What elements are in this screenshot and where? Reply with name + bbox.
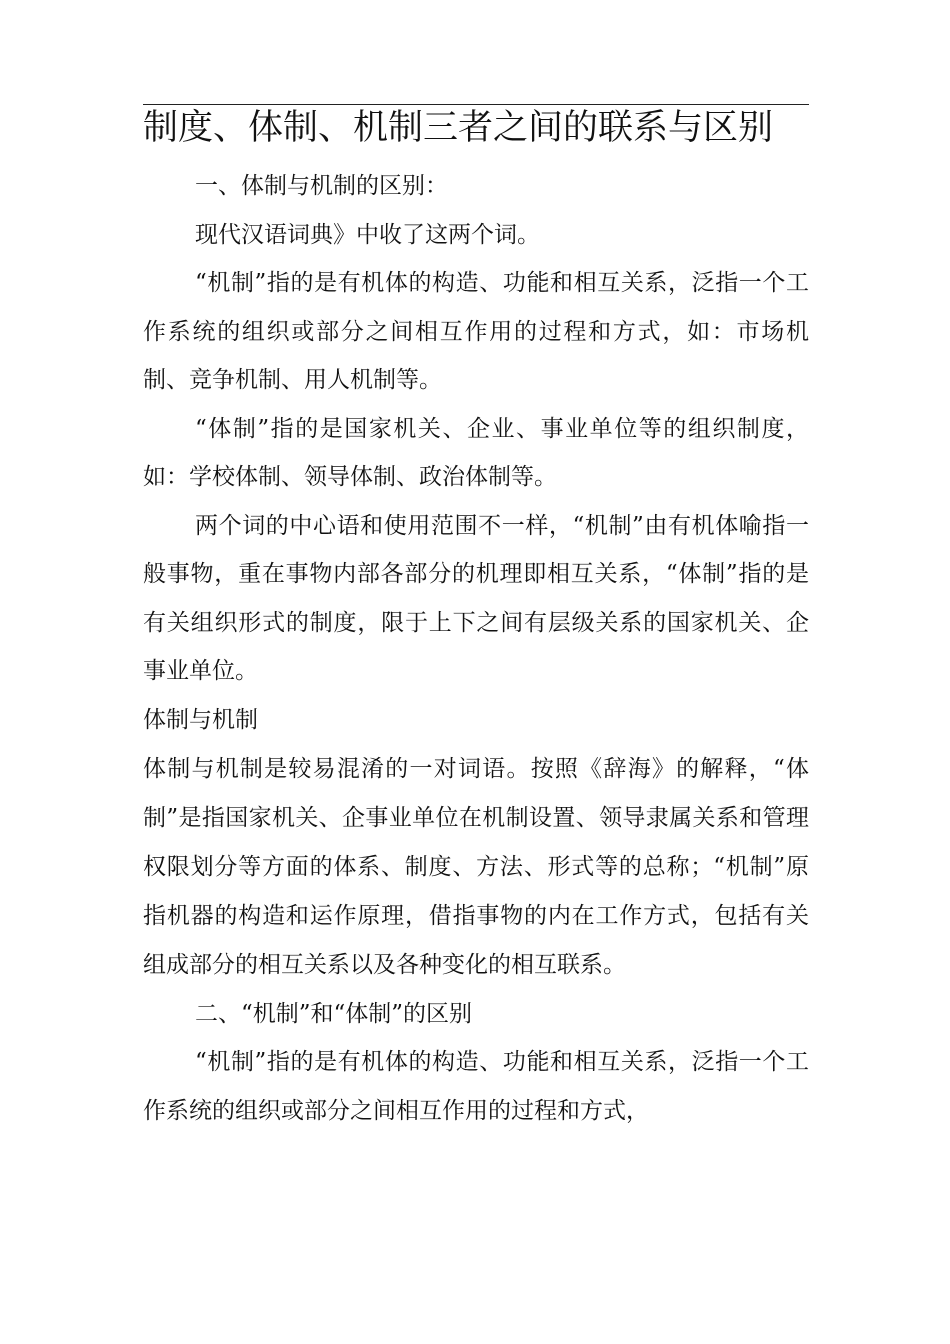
paragraph-cihai-explanation: 体制与机制是较易混淆的一对词语。按照《辞海》的解释，“体制”是指国家机关、企事业单位在机制设置、领导隶属关系和管理权限划分等方面的体系、制度、方法、形式等的总称；“机制”原指机器的构造和运作原理，借指事物的内在工作方式，包括有关组成部分的相互关系以及各种变化的相互联系。 [143, 755, 809, 978]
section-heading-2: 二、“机制”和“体制”的区别 [195, 1000, 473, 1027]
paragraph-mechanism-definition: “机制”指的是有机体的构造、功能和相互关系，泛指一个工作系统的组织或部分之间相互作用的过程和方式，如：市场机制、竞争机制、用人机制等。 [143, 270, 809, 393]
paragraph-dictionary: 现代汉语词典》中收了这两个词。 [195, 221, 540, 248]
document-title: 制度、体制、机制三者之间的联系与区别 [143, 108, 774, 148]
section-heading-1: 一、体制与机制的区别： [195, 173, 448, 199]
paragraph-system-definition: “体制”指的是国家机关、企业、事业单位等的组织制度，如：学校体制、领导体制、政治体制等。 [143, 415, 809, 490]
paragraph-mechanism-definition-repeat: “机制”指的是有机体的构造、功能和相互关系，泛指一个工作系统的组织或部分之间相互作用的过程和方式， [143, 1049, 809, 1124]
paragraph-comparison: 两个词的中心语和使用范围不一样，“机制”由有机体喻指一般事物，重在事物内部各部分的机理即相互关系，“体制”指的是有关组织形式的制度，限于上下之间有层级关系的国家机关、企事业单位。 [143, 512, 809, 684]
subheading-system-and-mechanism: 体制与机制 [143, 706, 258, 733]
document-body [143, 162, 809, 1135]
